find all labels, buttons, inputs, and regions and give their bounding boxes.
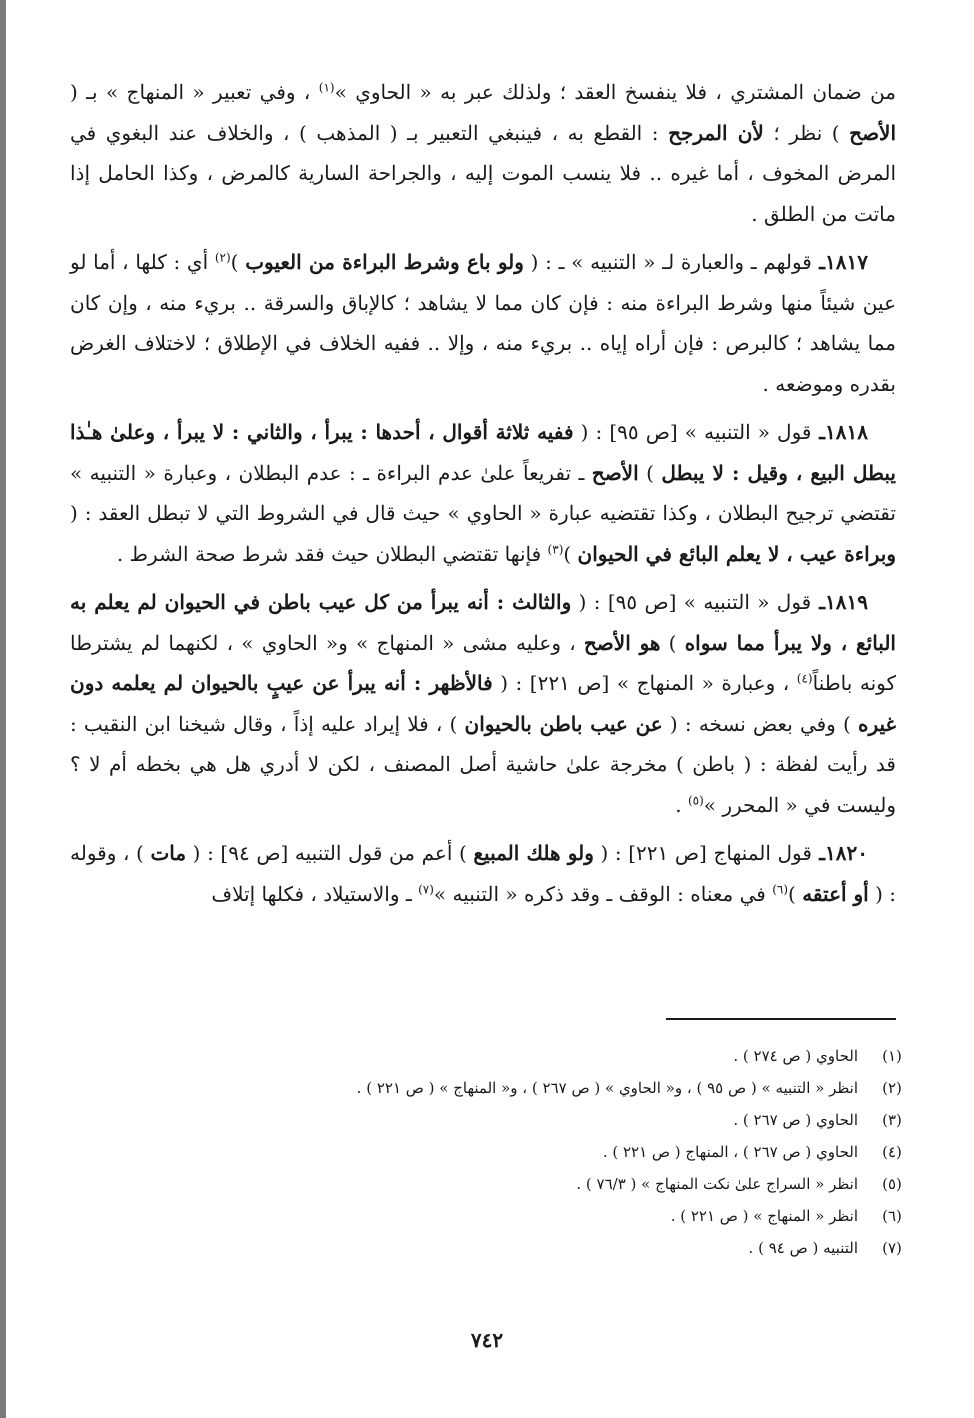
text-run: ، وعبارة « المنهاج » [ص ٢٢١] : (: [492, 671, 797, 695]
footnote-3: [72, 1104, 912, 1136]
text-run: ) ، وقوله : (: [70, 841, 896, 906]
text-run: ـ تفريعاً علىٰ عدم البراءة ـ : عدم البطلان ، وعبارة « التنبيه » تقتضي ترجيح البطلان ، وكذا تقتضيه عبارة « الحاوي » حيث قال في الشروط التي لا تبطل العقد : (: [70, 460, 896, 525]
footnotes-list: [72, 1040, 912, 1264]
footnote-number: (٣): [882, 1111, 902, 1129]
bold-text-run: عن عيب باطن بالحيوان: [464, 711, 663, 736]
text-run: ): [788, 881, 803, 906]
footnote-marker: (١): [318, 80, 335, 95]
paragraph-1817: [70, 242, 896, 404]
bold-text-run: ١٨١٨ـ: [811, 420, 869, 444]
footnote-marker: (٣): [547, 541, 564, 556]
footnote-number: (٥): [882, 1175, 902, 1193]
bold-text-run: لأن المرجح: [668, 120, 764, 145]
text-run: ): [563, 541, 578, 566]
footnote-marker: (٤): [796, 671, 813, 686]
footnote-text: الحاوي ( ص ٢٦٧ ) .: [733, 1111, 858, 1129]
bold-text-run: ١٨١٩ـ: [811, 590, 868, 614]
bold-text-run: وبراءة عيب ، لا يعلم البائع في الحيوان: [577, 541, 896, 566]
text-run: ) ، فلا إيراد عليه إذاً ، وقال شيخنا ابن النقيب : قد رأيت لفظة : ( باطن ) مخرجة علىٰ حاشية أصل المصنف ، لكن لا أدري هل هي بخطه أم لا ؟ وليست في « المحرر »: [70, 711, 896, 817]
paragraph-continuation: [70, 72, 896, 234]
footnote-text: الحاوي ( ص ٢٦٧ ) ، المنهاج ( ص ٢٢١ ) .: [602, 1143, 858, 1161]
footnote-number: (١): [882, 1047, 902, 1065]
text-run: ): [638, 460, 662, 485]
footnote-number: (٤): [882, 1143, 902, 1161]
footnote-text: انظر « المنهاج » ( ص ٢٢١ ) .: [670, 1207, 858, 1225]
bold-text-run: فالأظهر : أنه يبرأ عن عيبٍ بالحيوان لم يعلمه دون غيره: [70, 671, 897, 736]
footnote-marker: (٢): [214, 250, 231, 265]
text-run: من ضمان المشتري ، فلا ينفسخ العقد ؛ ولذلك عبر به « الحاوي »: [334, 80, 897, 104]
paragraph-1818: [70, 412, 896, 574]
text-run: ): [660, 630, 685, 655]
text-run: ) وفي بعض نسخه : (: [662, 711, 858, 736]
text-run: قول « التنبيه » [ص ٩٥] : (: [571, 590, 812, 614]
text-run: قول « التنبيه » [ص ٩٥] : (: [573, 420, 812, 444]
footnote-number: (٧): [882, 1239, 902, 1257]
paragraph-1820: [70, 833, 896, 914]
text-run: ) أعم من قول التنبيه [ص ٩٤] : (: [186, 841, 474, 865]
footnote-text: انظر « السراج علىٰ نكت المنهاج » ( ٧٦/٣ ) .: [576, 1175, 858, 1193]
text-run: : القطع به ، فينبغي التعبير بـ ( المذهب ) ، والخلاف عند البغوي في المرض المخوف ، أما غيره .. فلا ينسب الموت إليه ، والجراحة السارية كالمرض ، وكذا الحامل إذا ماتت من الطلق .: [70, 120, 896, 226]
footnote-marker: (٦): [772, 881, 789, 896]
bold-text-run: والثالث : أنه يبرأ من كل عيب باطن في الحيوان لم يعلم به البائع ، ولا يبرأ مما سواه: [70, 590, 896, 655]
footnote-4: [72, 1136, 912, 1168]
page-edge-shadow: [0, 0, 6, 1418]
footnote-7: [72, 1232, 912, 1264]
bold-text-run: الأصح: [849, 120, 897, 145]
footnote-divider: [666, 1018, 896, 1020]
bold-text-run: ولو باع وشرط البراءة من العيوب: [245, 250, 524, 274]
text-run: قولهم ـ والعبارة لـ « التنبيه » ـ : (: [523, 250, 812, 274]
footnote-marker: (٧): [418, 881, 434, 896]
page-number: ٧٤٢: [470, 1328, 504, 1352]
bold-text-run: ١٨٢٠ـ: [811, 841, 868, 865]
bold-text-run: ولو هلك المبيع: [473, 841, 594, 865]
text-run: ، وفي تعبير « المنهاج » بـ (: [70, 80, 319, 104]
text-run: قول المنهاج [ص ٢٢١] : (: [593, 841, 812, 865]
footnote-text: انظر « التنبيه » ( ص ٩٥ ) ، و« الحاوي » ( ص ٢٦٧ ) ، و« المنهاج » ( ص ٢٢١ ) .: [356, 1079, 858, 1097]
footnote-number: (٦): [882, 1207, 902, 1225]
bold-text-run: ١٨١٧ـ: [811, 250, 869, 274]
bold-text-run: هو الأصح: [583, 630, 661, 655]
text-run: ) نظر ؛: [763, 120, 850, 145]
text-run: ـ والاستيلاد ، فكلها إتلاف: [211, 881, 419, 906]
footnote-6: [72, 1200, 912, 1232]
footnote-text: التنبيه ( ص ٩٤ ) .: [748, 1239, 858, 1257]
footnote-5: [72, 1168, 912, 1200]
bold-text-run: ففيه ثلاثة أقوال ، أحدها : يبرأ ، والثاني : لا يبرأ ، وعلىٰ هـٰذا يبطل البيع ، وقيل : لا يبطل: [70, 420, 896, 485]
text-run: .: [675, 792, 688, 817]
bold-text-run: أو أعتقه: [802, 881, 869, 906]
text-run: ): [230, 250, 246, 274]
bold-text-run: مات: [150, 841, 187, 865]
footnote-number: (٢): [882, 1079, 902, 1097]
footnote-1: [72, 1040, 912, 1072]
text-run: ، وعليه مشى « المنهاج » و« الحاوي » ، لكنهما لم يشترطا كونه باطناً: [70, 630, 896, 695]
footnote-marker: (٥): [687, 792, 704, 807]
footnote-2: [72, 1072, 912, 1104]
bold-text-run: الأصح: [591, 460, 639, 485]
main-text: [70, 72, 896, 922]
paragraph-1819: [70, 582, 896, 825]
text-run: أي : كلها ، أما لو عين شيئاً منها وشرط البراءة منه : فإن كان مما لا يشاهد ؛ كالإباق والسرقة .. بريء منه ، وإن كان مما يشاهد ؛ كالبرص : فإن أراه إياه .. بريء منه ، وإلا .. ففيه الخلاف في الإطلاق ؛ لاختلاف الغرض بقدره وموضعه .: [70, 250, 896, 396]
text-run: في معناه : الوقف ـ وقد ذكره « التنبيه »: [433, 881, 773, 906]
footnote-text: الحاوي ( ص ٢٧٤ ) .: [733, 1047, 858, 1065]
text-run: فإنها تقتضي البطلان حيث فقد شرط صحة الشرط .: [116, 541, 548, 566]
